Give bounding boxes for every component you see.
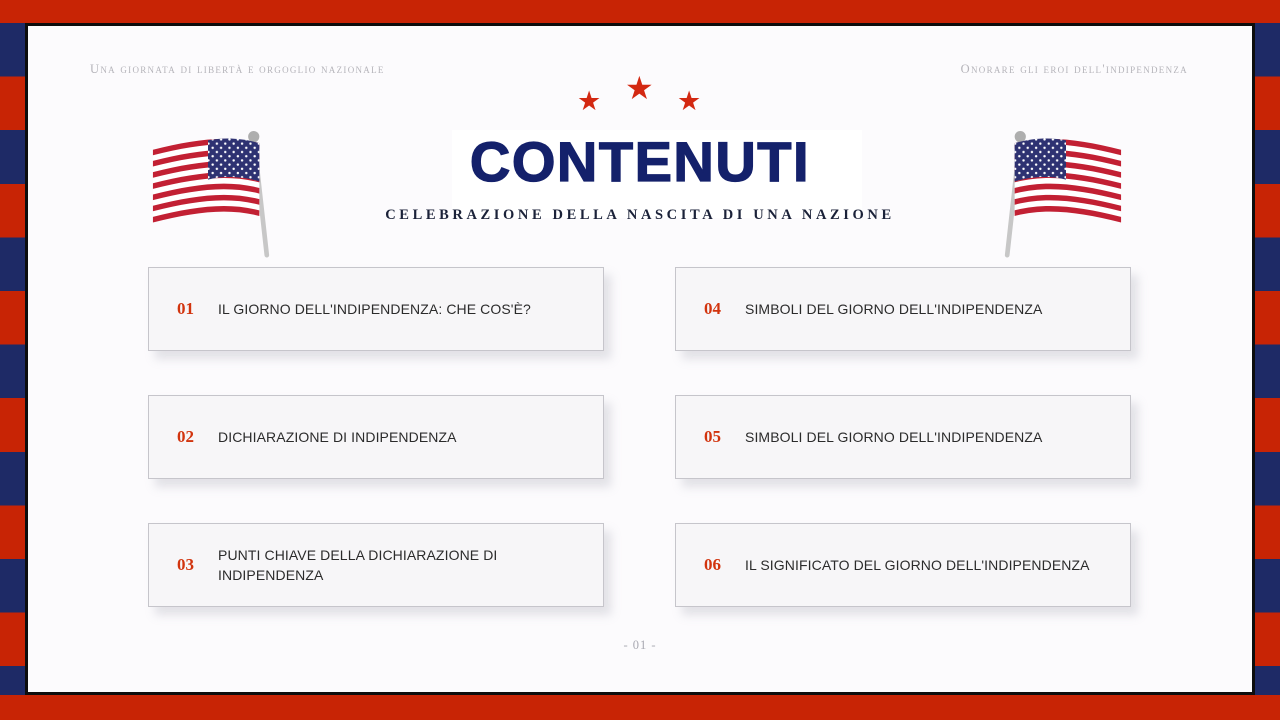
tagline-left: Una giornata di libertà e orgoglio nazionale	[90, 62, 385, 76]
toc-item-label: IL SIGNIFICATO DEL GIORNO DELL'INDIPENDENZA	[745, 556, 1090, 573]
toc-item-01[interactable]	[148, 267, 604, 351]
toc-item-number: 03	[177, 555, 194, 574]
toc-item-label: DICHIARAZIONE DI INDIPENDENZA	[218, 428, 457, 445]
toc-item-label: IL GIORNO DELL'INDIPENDENZA: CHE COS'È?	[218, 300, 531, 317]
page-number: - 01 -	[623, 638, 657, 652]
border-bar-bottom	[0, 695, 1280, 720]
slide-card	[25, 23, 1255, 695]
toc-item-02[interactable]	[148, 395, 604, 479]
striped-border-left	[0, 23, 25, 695]
star-icon: ★	[677, 86, 702, 116]
tagline-right: Onorare gli eroi dell'indipendenza	[960, 62, 1188, 76]
us-flag-left-icon	[138, 122, 278, 267]
striped-border-right	[1255, 23, 1280, 695]
toc-item-06[interactable]	[675, 523, 1131, 607]
toc-item-03[interactable]	[148, 523, 604, 607]
toc-item-label: PUNTI CHIAVE DELLA DICHIARAZIONE DI INDIPENDENZA	[218, 546, 498, 583]
toc-item-number: 01	[177, 299, 194, 318]
toc-item-number: 06	[704, 555, 721, 574]
toc-item-05[interactable]	[675, 395, 1131, 479]
toc-item-number: 04	[704, 299, 721, 318]
toc-grid	[148, 267, 1131, 607]
star-icon: ★	[577, 86, 602, 116]
us-flag-right-icon	[996, 122, 1136, 267]
toc-item-label: SIMBOLI DEL GIORNO DELL'INDIPENDENZA	[745, 300, 1043, 317]
border-bar-top	[0, 0, 1280, 23]
page-title: CONTENUTI	[469, 130, 811, 193]
star-icon: ★	[625, 70, 654, 106]
toc-item-number: 02	[177, 427, 194, 446]
page-subtitle: CELEBRAZIONE DELLA NASCITA DI UNA NAZIONE	[385, 207, 895, 223]
toc-item-label: SIMBOLI DEL GIORNO DELL'INDIPENDENZA	[745, 428, 1043, 445]
toc-item-number: 05	[704, 427, 721, 446]
toc-item-04[interactable]	[675, 267, 1131, 351]
